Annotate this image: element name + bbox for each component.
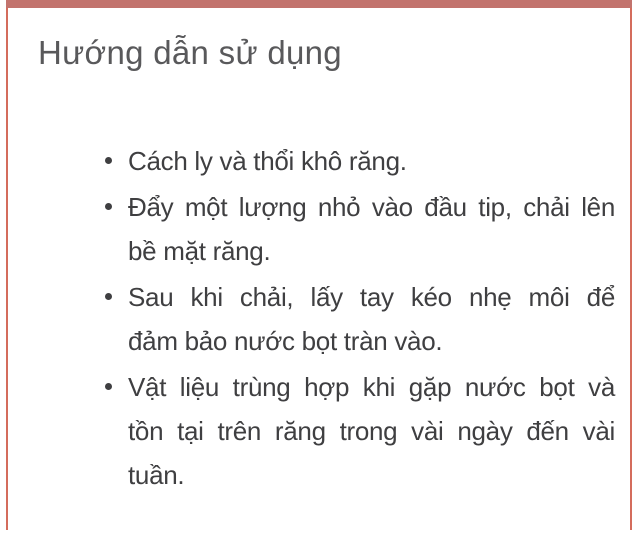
- list-item-line: tồn tại trên răng trong vài ngày đến vài: [128, 416, 615, 446]
- list-item-line: Sau khi chải, lấy tay kéo nhẹ môi để: [128, 282, 615, 312]
- list-item: [128, 139, 615, 183]
- card-top-accent-bar: [6, 0, 632, 8]
- list-item: [128, 185, 615, 273]
- list-item: [128, 275, 615, 363]
- bullet-icon: [105, 157, 112, 164]
- list-item-line: Đẩy một lượng nhỏ vào đầu tip, chải lên: [128, 192, 615, 222]
- list-item-line: bề mặt răng.: [128, 236, 271, 266]
- list-item-line: đảm bảo nước bọt tràn vào.: [128, 326, 443, 356]
- list-item: [128, 365, 615, 497]
- section-title: Hướng dẫn sử dụng: [38, 34, 342, 71]
- instructions-card: [6, 0, 632, 530]
- bullet-icon: [105, 293, 112, 300]
- list-item-line: tuần.: [128, 460, 185, 490]
- list-item-line: Vật liệu trùng hợp khi gặp nước bọt và: [128, 372, 615, 402]
- instructions-list: [8, 139, 630, 497]
- list-item-line: Cách ly và thổi khô răng.: [128, 146, 407, 176]
- bullet-icon: [105, 383, 112, 390]
- bullet-icon: [105, 203, 112, 210]
